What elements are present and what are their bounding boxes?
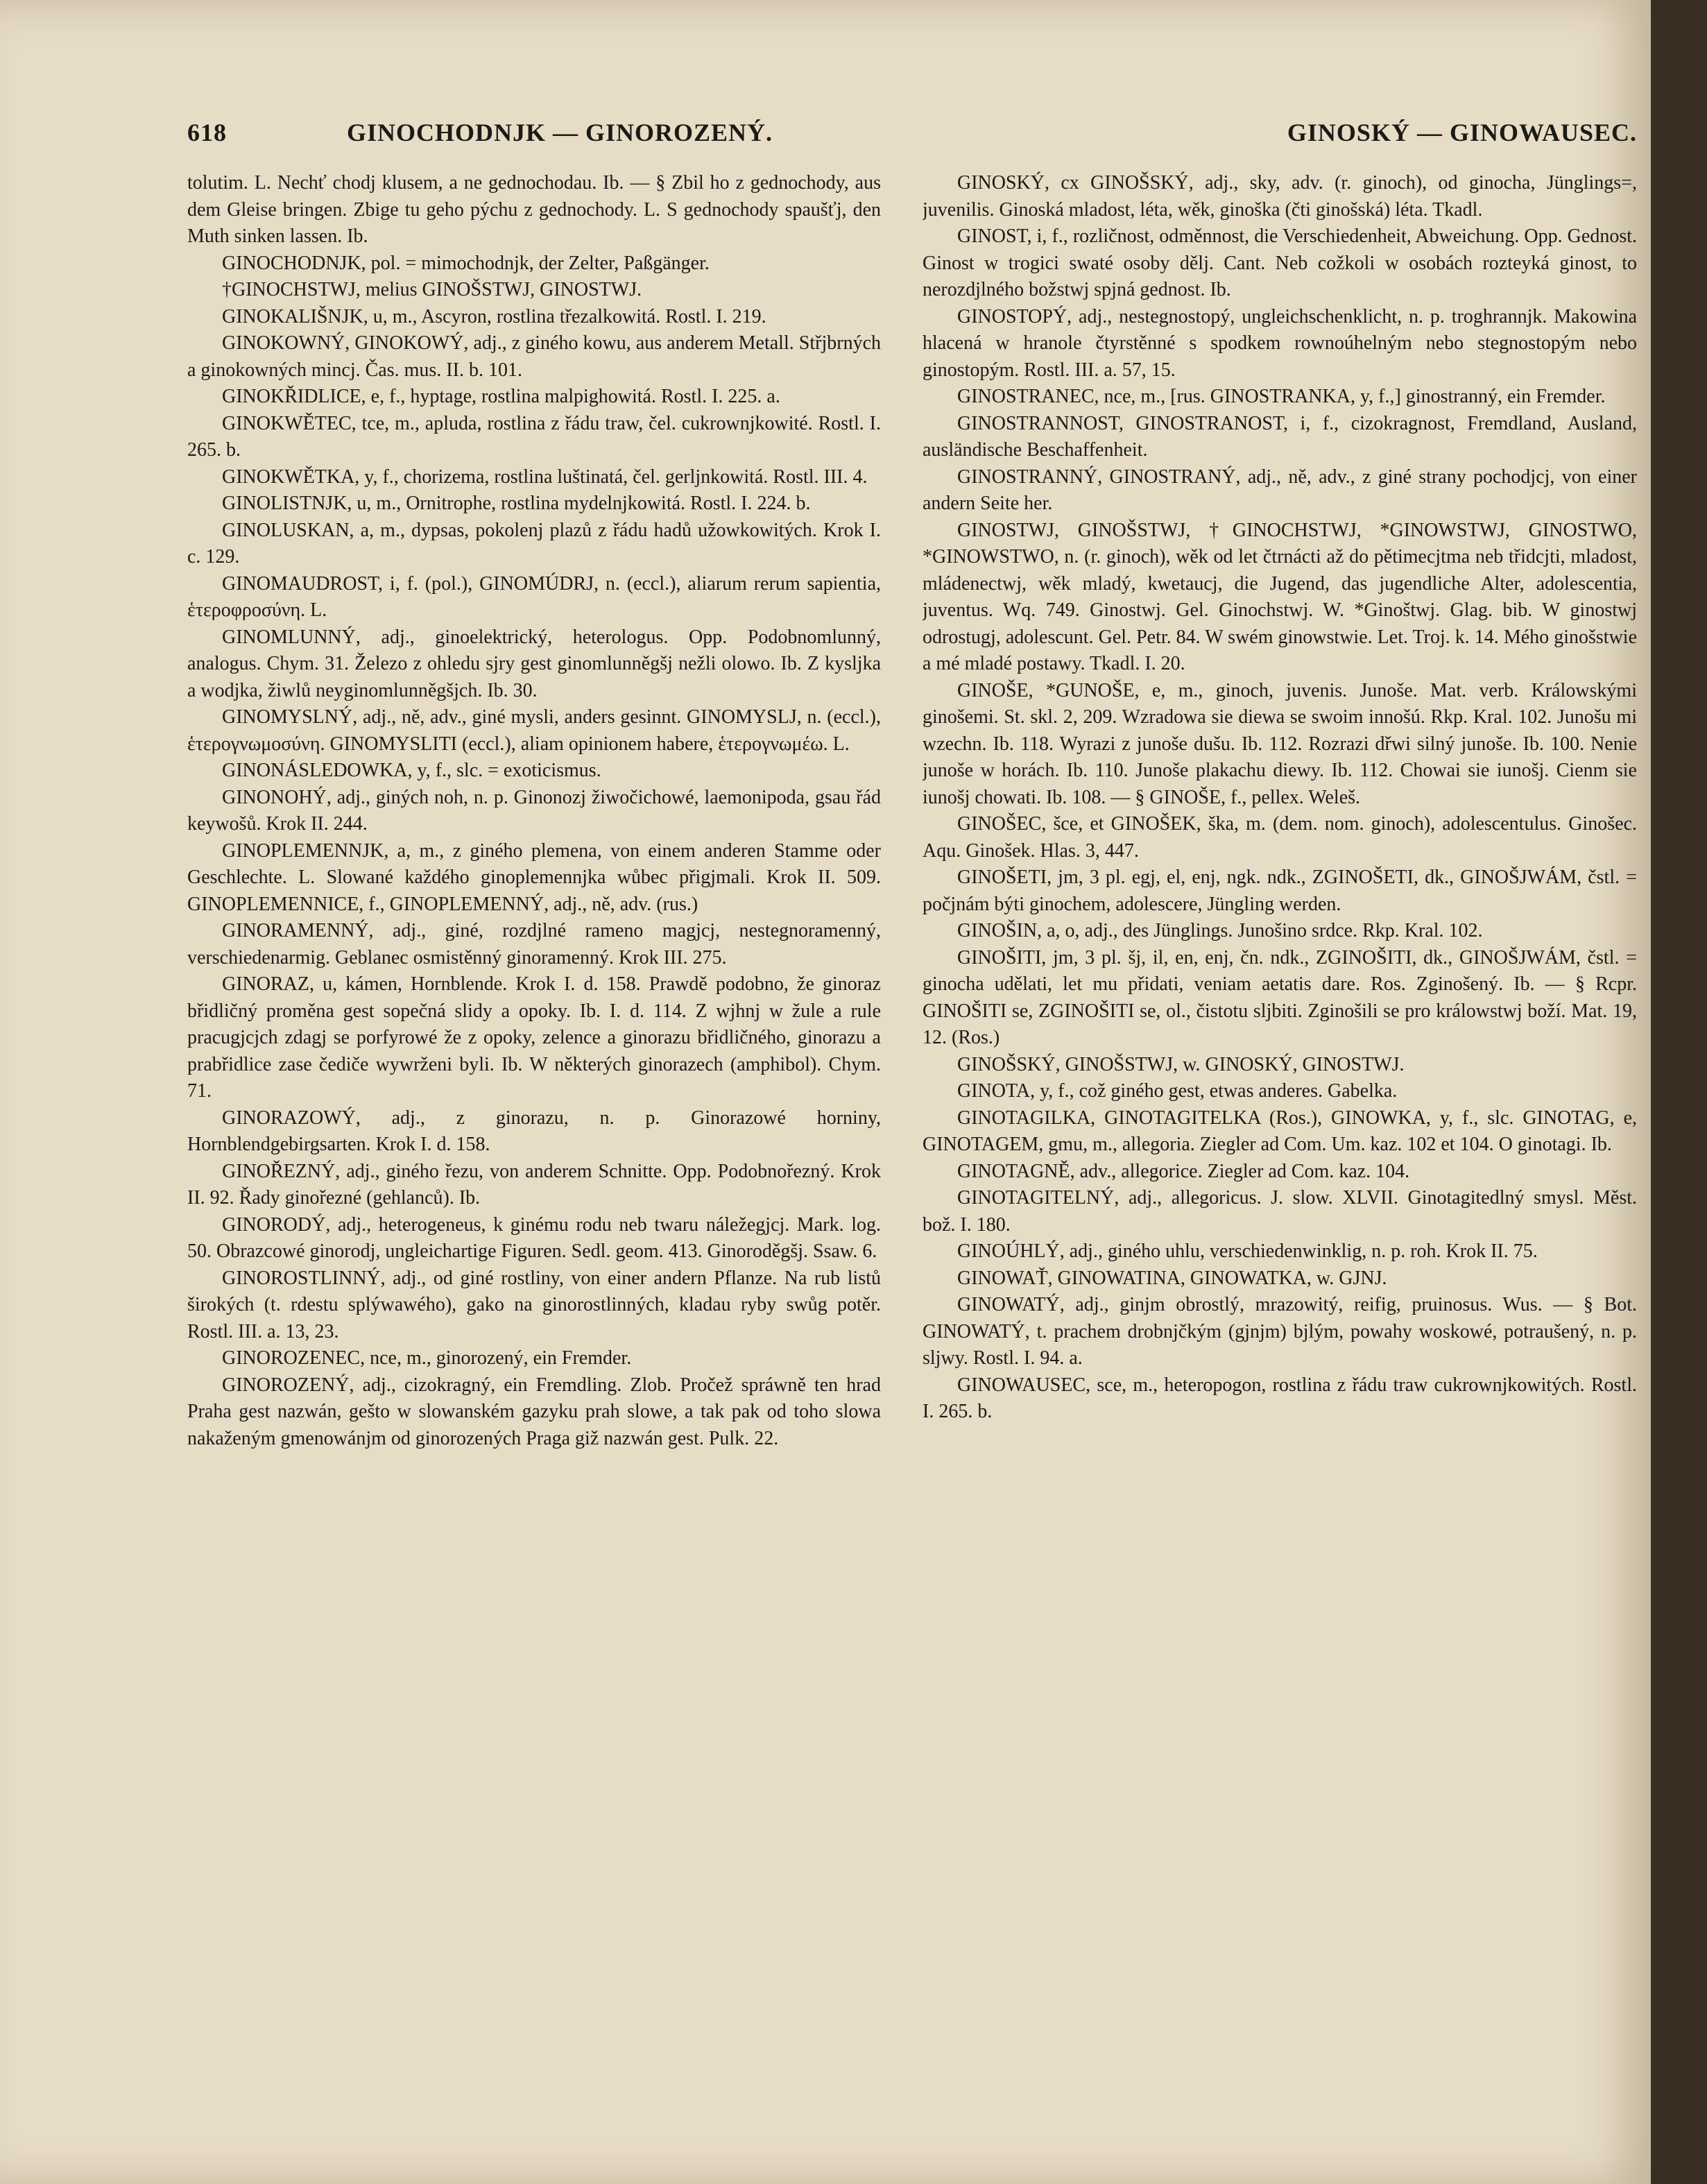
dictionary-entry: GINOŠITI, jm, 3 pl. šj, il, en, enj, čn. ndk., ZGINOŠITI, dk., GINOŠJWÁM, čstl. = ginocha udělati, let mu přidati, veniam aetatis dare. Ros. Zginošený. Ib. — § Rcpr. GINOŠITI se, ZGINOŠITI se, ol., čistotu sljbiti. Zginošili se pro králowstwj boží. Mat. 19, 12. (Ros.) [923,946,1637,1048]
dictionary-entry: GINOKŘIDLICE, e, f., hyptage, rostlina malpighowitá. Rostl. I. 225. a. [222,386,780,407]
dictionary-entry: GINOTAGNĚ, adv., allegorice. Ziegler ad Com. kaz. 104. [957,1160,1410,1182]
dictionary-entry: GINOŘEZNÝ, adj., giného řezu, von anderem Schnitte. Opp. Podobnořezný. Krok II. 92. Řady ginořezné (gehlanců). Ib. [187,1160,881,1209]
dictionary-entry: GINOSKÝ, cx GINOŠSKÝ, adj., sky, adv. (r. ginoch), od ginocha, Jünglings=, juvenilis. Ginoská mladost, léta, wěk, ginoška (čti ginošská) léta. Tkadl. [923,172,1637,221]
dictionary-entry: GINOKALIŠNJK, u, m., Ascyron, rostlina třezalkowitá. Rostl. I. 219. [222,305,766,327]
dictionary-entry: GINOROSTLINNÝ, adj., od giné rostliny, von einer andern Pflanze. Na rub listů širokých (t. rdestu splýwawého), gako na ginorostlinných, kladau ryby swůg potěr. Rostl. III. a. 13, 23. [187,1267,881,1342]
dictionary-entry: GINOSTRANNOST, GINOSTRANOST, i, f., cizokragnost, Fremdland, Ausland, ausländische Beschaffenheit. [923,412,1637,461]
dictionary-entry: tolutim. L. Nechť chodj klusem, a ne gednochodau. Ib. — § Zbil ho z gednochody, aus dem Gleise bringen. Zbige tu geho pýchu z gednochody. L. S gednochody spaušťj, den Muth sinken lassen. Ib. [187,172,881,247]
dictionary-entry: GINOSTOPÝ, adj., nestegnostopý, ungleichschenklicht, n. p. troghrannjk. Makowina hlacená w hranole čtyrstěnné s spodkem rownoúhelným nebo stegnostopým nebo ginostopým. Rostl. III. a. 57, 15. [923,305,1637,381]
dictionary-entry: GINOŠE, *GUNOŠE, e, m., ginoch, juvenis. Junoše. Mat. verb. Králowskými ginošemi. St. skl. 2, 209. Wzradowa sie diewa se swoim innošú. Rkp. Kral. 102. Junošu mi wzechn. Ib. 118. Wyrazi z junoše dušu. Ib. 112. Rozrazi dřwi silný junoše. Ib. 100. Nenie junoše w horách. Ib. 110. Junoše plakachu diewy. Ib. 112. Chowai sie iunošj. Cienm sie iunošj chowati. Ib. 108. — § GINOŠE, f., pellex. Weleš. [923,679,1637,808]
dictionary-entry: GINOCHODNJK, pol. = mimochodnjk, der Zelter, Paßgänger. [222,252,710,274]
dictionary-entry: GINOKWĚTKA, y, f., chorizema, rostlina luštinatá, čel. gerljnkowitá. Rostl. III. 4. [222,466,868,488]
right-column [923,170,1637,2154]
dictionary-entry: GINOLUSKAN, a, m., dypsas, pokolenj plazů z řádu hadů užowkowitých. Krok I. c. 129. [187,519,881,568]
dictionary-entry: GINOROZENÝ, adj., cizokragný, ein Fremdling. Zlob. Pročež spráwně ten hrad Praha gest nazwán, gešto w slowanském gazyku prah slowe, a tak pak od toho slowa nakaženým gmenowánjm od ginorozených Praga giž nazwán gest. Pulk. 22. [187,1374,881,1449]
page-number: 618 [187,119,227,146]
dictionary-entry: GINOWAUSEC, sce, m., heteropogon, rostlina z řádu traw cukrownjkowitých. Rostl. I. 265. b. [923,1374,1637,1422]
dictionary-entry: GINORAMENNÝ, adj., giné, rozdjlné rameno magjcj, nestegnoramenný, verschiedenarmig. Geblanec osmistěnný ginoramenný. Krok III. 275. [187,920,881,969]
dictionary-entry: GINOTAGILKA, GINOTAGITELKA (Ros.), GINOWKA, y, f., slc. GINOTAG, e, GINOTAGEM, gmu, m., allegoria. Ziegler ad Com. Um. kaz. 102 et 104. O ginotagi. Ib. [923,1107,1637,1155]
dictionary-entry: GINOÚHLÝ, adj., giného uhlu, verschiedenwinklig, n. p. roh. Krok II. 75. [957,1240,1538,1262]
dictionary-entry: GINOWAŤ, GINOWATINA, GINOWATKA, w. GJNJ. [957,1267,1387,1289]
dictionary-entry: GINOTAGITELNÝ, adj., allegoricus. J. slow. XLVII. Ginotagitedlný smysl. Měst. bož. I. 180. [923,1187,1637,1236]
dictionary-entry: GINOŠETI, jm, 3 pl. egj, el, enj, ngk. ndk., ZGINOŠETI, dk., GINOŠJWÁM, čstl. = počjnám býti ginochem, adolescere, Jüngling werden. [923,867,1637,915]
dictionary-entry: GINOSTRANNÝ, GINOSTRANÝ, adj., ně, adv., z giné strany pochodjcj, von einer andern Seite her. [923,466,1637,514]
right-running-title: GINOSKÝ — GINOWAUSEC. [1287,119,1637,146]
dictionary-entry: GINOLISTNJK, u, m., Ornitrophe, rostlina mydelnjkowitá. Rostl. I. 224. b. [222,493,811,514]
left-running-title: GINOCHODNJK — GINOROZENÝ. [347,119,773,146]
dictionary-entry: GINONOHÝ, adj., giných noh, n. p. Ginonozj žiwočichowé, laemonipoda, gsau řád keywošů. Krok II. 244. [187,786,881,835]
dictionary-entry: GINOTA, y, f., což giného gest, etwas anderes. Gabelka. [957,1080,1398,1102]
dictionary-entry: GINOŠEC, šce, et GINOŠEK, ška, m. (dem. nom. ginoch), adolescentulus. Ginošec. Aqu. Ginošek. Hlas. 3, 447. [923,813,1637,862]
dictionary-entry: GINORAZOWÝ, adj., z ginorazu, n. p. Ginorazowé horniny, Hornblendgebirgsarten. Krok I. d. 158. [187,1107,881,1155]
dictionary-entry: GINOMYSLNÝ, adj., ně, adv., giné mysli, anders gesinnt. GINOMYSLJ, n. (eccl.), ἑτερογνωμοσύνη. GINOMYSLITI (eccl.), aliam opinionem habere, ἑτερογνωμέω. L. [187,706,881,755]
running-header [187,118,1637,160]
dictionary-entry: GINOMAUDROST, i, f. (pol.), GINOMÚDRJ, n. (eccl.), aliarum rerum sapientia, ἑτεροφροσύνη. L. [187,572,881,621]
left-column [187,170,881,2154]
dictionary-entry: GINONÁSLEDOWKA, y, f., slc. = exoticismus. [222,760,601,781]
dictionary-entry: GINOWATÝ, adj., ginjm obrostlý, mrazowitý, reifig, pruinosus. Wus. — § Bot. GINOWATÝ, t. prachem drobnjčkým (gjnjm) bjlým, powahy woskowé, potraušený, n. p. sljwy. Rostl. I. 94. a. [923,1294,1637,1369]
dictionary-entry: GINOKOWNÝ, GINOKOWÝ, adj., z giného kowu, aus anderem Metall. Střjbrných a ginokowných mincj. Čas. mus. II. b. 101. [187,332,881,381]
dictionary-entry: GINOŠSKÝ, GINOŠSTWJ, w. GINOSKÝ, GINOSTWJ. [957,1053,1405,1075]
dictionary-entry: GINOKWĚTEC, tce, m., apluda, rostlina z řádu traw, čel. cukrownjkowité. Rostl. I. 265. b. [187,412,881,461]
dictionary-entry: †GINOCHSTWJ, melius GINOŠSTWJ, GINOSTWJ. [222,279,642,300]
dictionary-entry: GINOSTRANEC, nce, m., [rus. GINOSTRANKA, y, f.,] ginostranný, ein Fremder. [957,386,1606,407]
dictionary-entry: GINORODÝ, adj., heterogeneus, k ginému rodu neb twaru náležegjcj. Mark. log. 50. Obrazcowé ginorodj, ungleichartige Figuren. Sedl. geom. 413. Ginoroděgšj. Ssaw. 6. [187,1213,881,1262]
dictionary-entry: GINOŠIN, a, o, adj., des Jünglings. Junošino srdce. Rkp. Kral. 102. [957,920,1483,941]
dictionary-entry: GINOSTWJ, GINOŠSTWJ, †GINOCHSTWJ, *GINOWSTWJ, GINOSTWO, *GINOWSTWO, n. (r. ginoch), wěk od let čtrnácti až do pětimecjtma neb třidcjti, mladost, mládenectwj, wěk mladý, kwetaucj, die Jugend, das jugendliche Alter, adolescentia, juventus. Wq. 749. Ginostwj. Gel. Ginochstwj. W. *Ginoštwj. Glag. bib. W ginostwj odrostugj, adolescunt. Gel. Petr. 84. W swém ginowstwie. Let. Troj. k. 14. Mého ginošstwie a mé mladé postawy. Tkadl. I. 20. [923,519,1637,674]
dictionary-entry: GINOPLEMENNJK, a, m., z giného plemena, von einem anderen Stamme oder Geschlechte. L. Slowané každého ginoplemennjka wůbec přigjmali. Krok II. 509. GINOPLEMENNICE, f., GINOPLEMENNÝ, adj., ně, adv. (rus.) [187,839,881,915]
dictionary-entry: GINOMLUNNÝ, adj., ginoelektrický, heterologus. Opp. Podobnomlunný, analogus. Chym. 31. Železo z ohledu sjry gest ginomlunněgšj nežli olowo. Ib. Z kysljka a wodjka, žiwlů neyginomlunněgšjch. Ib. 30. [187,626,881,701]
dictionary-entry: GINORAZ, u, kámen, Hornblende. Krok I. d. 158. Prawdě podobno, že ginoraz břidličný proměna gest sopečná slidy a opoky. Ib. I. d. 114. Z wjhnj w žule a rule pracugjcjch zdagj se porfyrowé že z opoky, zelence a ginorazu břidličného, ginorazu a prabřidlice zase čediče wywrženi byli. Ib. W některých ginorazech (amphibol). Chym. 71. [187,973,881,1102]
dictionary-entry: GINOST, i, f., rozličnost, odměnnost, die Verschiedenheit, Abweichung. Opp. Gednost. Ginost w trogici swaté osoby dělj. Cant. Neb cožkoli w osobách rozteyká ginost, to nerozdjlného božstwj spjná gednost. Ib. [923,225,1637,300]
dictionary-entry: GINOROZENEC, nce, m., ginorozený, ein Fremder. [222,1347,632,1369]
